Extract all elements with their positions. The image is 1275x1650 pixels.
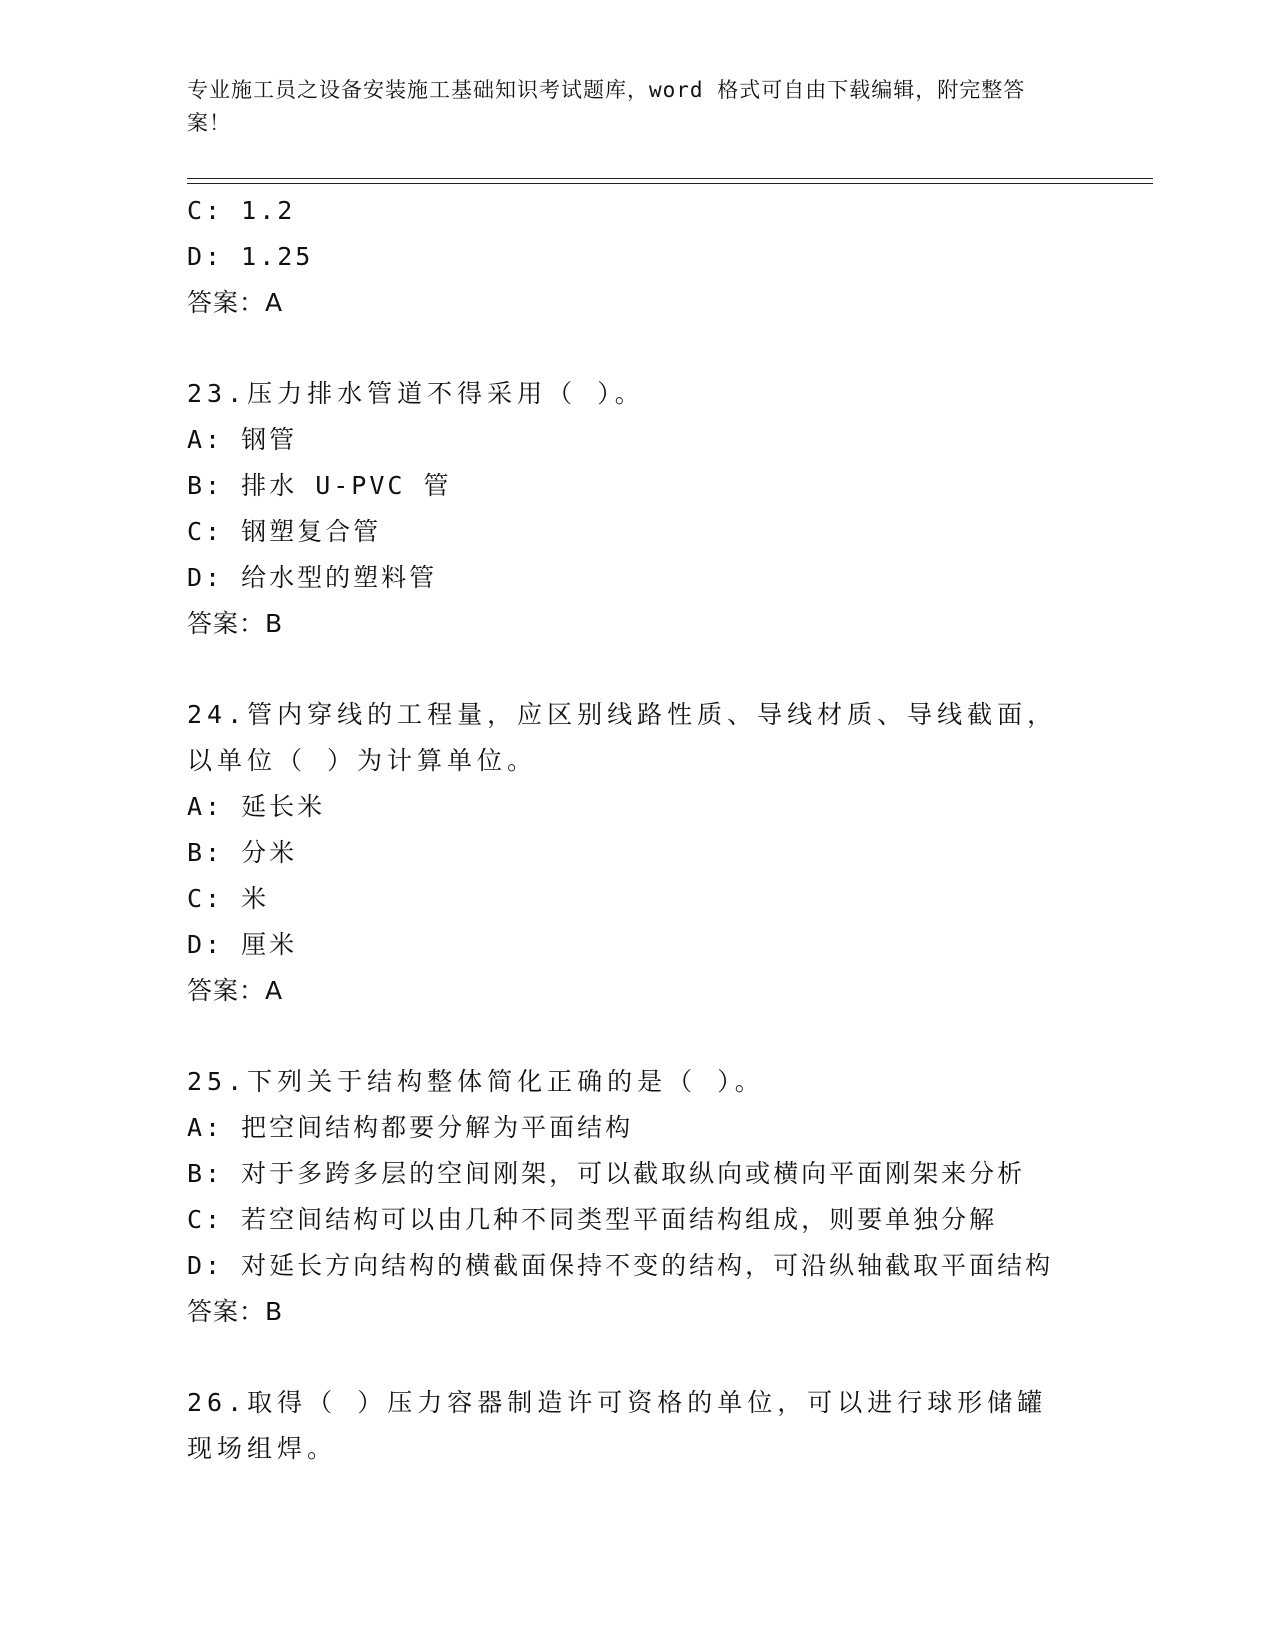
header-divider-top	[187, 178, 1153, 179]
question-24: 24.管内穿线的工程量，应区别线路性质、导线材质、导线截面，以单位（ ）为计算单位。	[187, 700, 1058, 775]
question-content	[187, 188, 1087, 1472]
option-b: B: 排水 U-PVC 管	[187, 471, 452, 500]
option-a: A: 把空间结构都要分解为平面结构	[187, 1113, 634, 1142]
option-c: C: 米	[187, 884, 270, 913]
option-d: D: 对延长方向结构的横截面保持不变的结构，可沿纵轴截取平面结构	[187, 1251, 1054, 1280]
option-a: A: 钢管	[187, 425, 298, 454]
answer: 答案：A	[187, 288, 284, 317]
question-23: 23.压力排水管道不得采用（ ）。	[187, 379, 645, 408]
option-c: C: 1.2	[187, 196, 296, 225]
header-divider-bottom	[187, 183, 1153, 184]
question-25: 25.下列关于结构整体简化正确的是（ ）。	[187, 1067, 765, 1096]
option-d: D: 厘米	[187, 930, 298, 959]
answer: 答案：B	[187, 609, 284, 638]
option-d: D: 1.25	[187, 242, 314, 271]
option-c: C: 若空间结构可以由几种不同类型平面结构组成，则要单独分解	[187, 1205, 998, 1234]
option-b: B: 对于多跨多层的空间刚架，可以截取纵向或横向平面刚架来分析	[187, 1159, 1026, 1188]
question-26: 26.取得（ ）压力容器制造许可资格的单位，可以进行球形储罐现场组焊。	[187, 1388, 1048, 1463]
option-c: C: 钢塑复合管	[187, 517, 382, 546]
document-header: 专业施工员之设备安装施工基础知识考试题库，word 格式可自由下载编辑，附完整答案！	[187, 78, 1026, 135]
option-a: A: 延长米	[187, 792, 326, 821]
option-d: D: 给水型的塑料管	[187, 563, 438, 592]
answer: 答案：B	[187, 1297, 284, 1326]
answer: 答案：A	[187, 976, 284, 1005]
option-b: B: 分米	[187, 838, 298, 867]
